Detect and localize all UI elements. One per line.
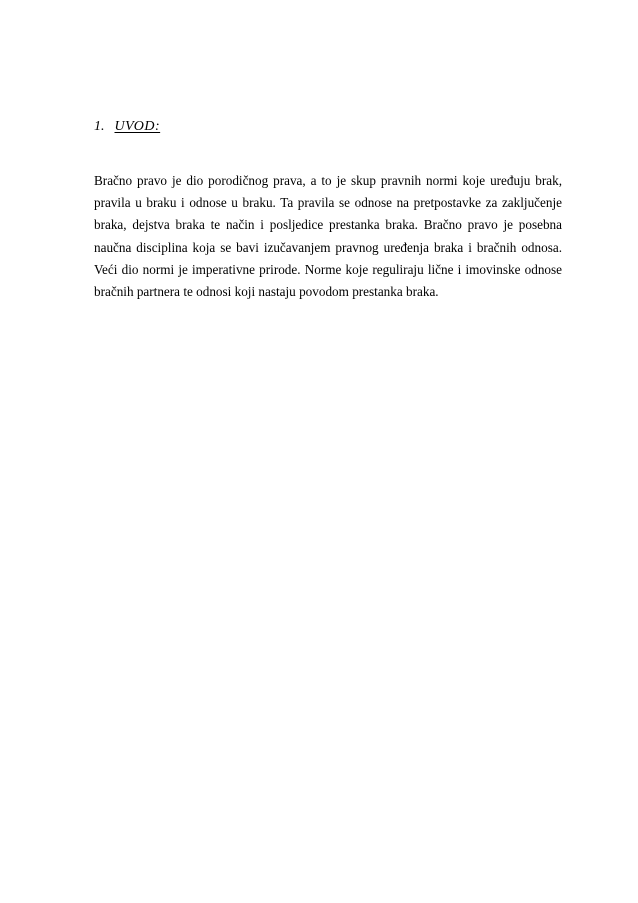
section-heading	[94, 119, 160, 135]
body-paragraph: Bračno pravo je dio porodičnog prava, a to je skup pravnih normi koje uređuju brak, pravila u braku i odnose u braku. Ta pravila se odnose na pretpostavke za zaključenje braka, dejstva braka te način i posljedice prestanka braka. Bračno pravo je posebna naučna disciplina koja se bavi izučavanjem pravnog uređenja braka i bračnih odnosa. Veći dio normi je imperativne prirode. Norme koje reguliraju lične i imovinske odnose bračnih partnera te odnosi koji nastaju povodom prestanka braka.	[94, 173, 562, 300]
section-title: UVOD:	[114, 119, 161, 134]
section-number: 1.	[94, 119, 105, 134]
